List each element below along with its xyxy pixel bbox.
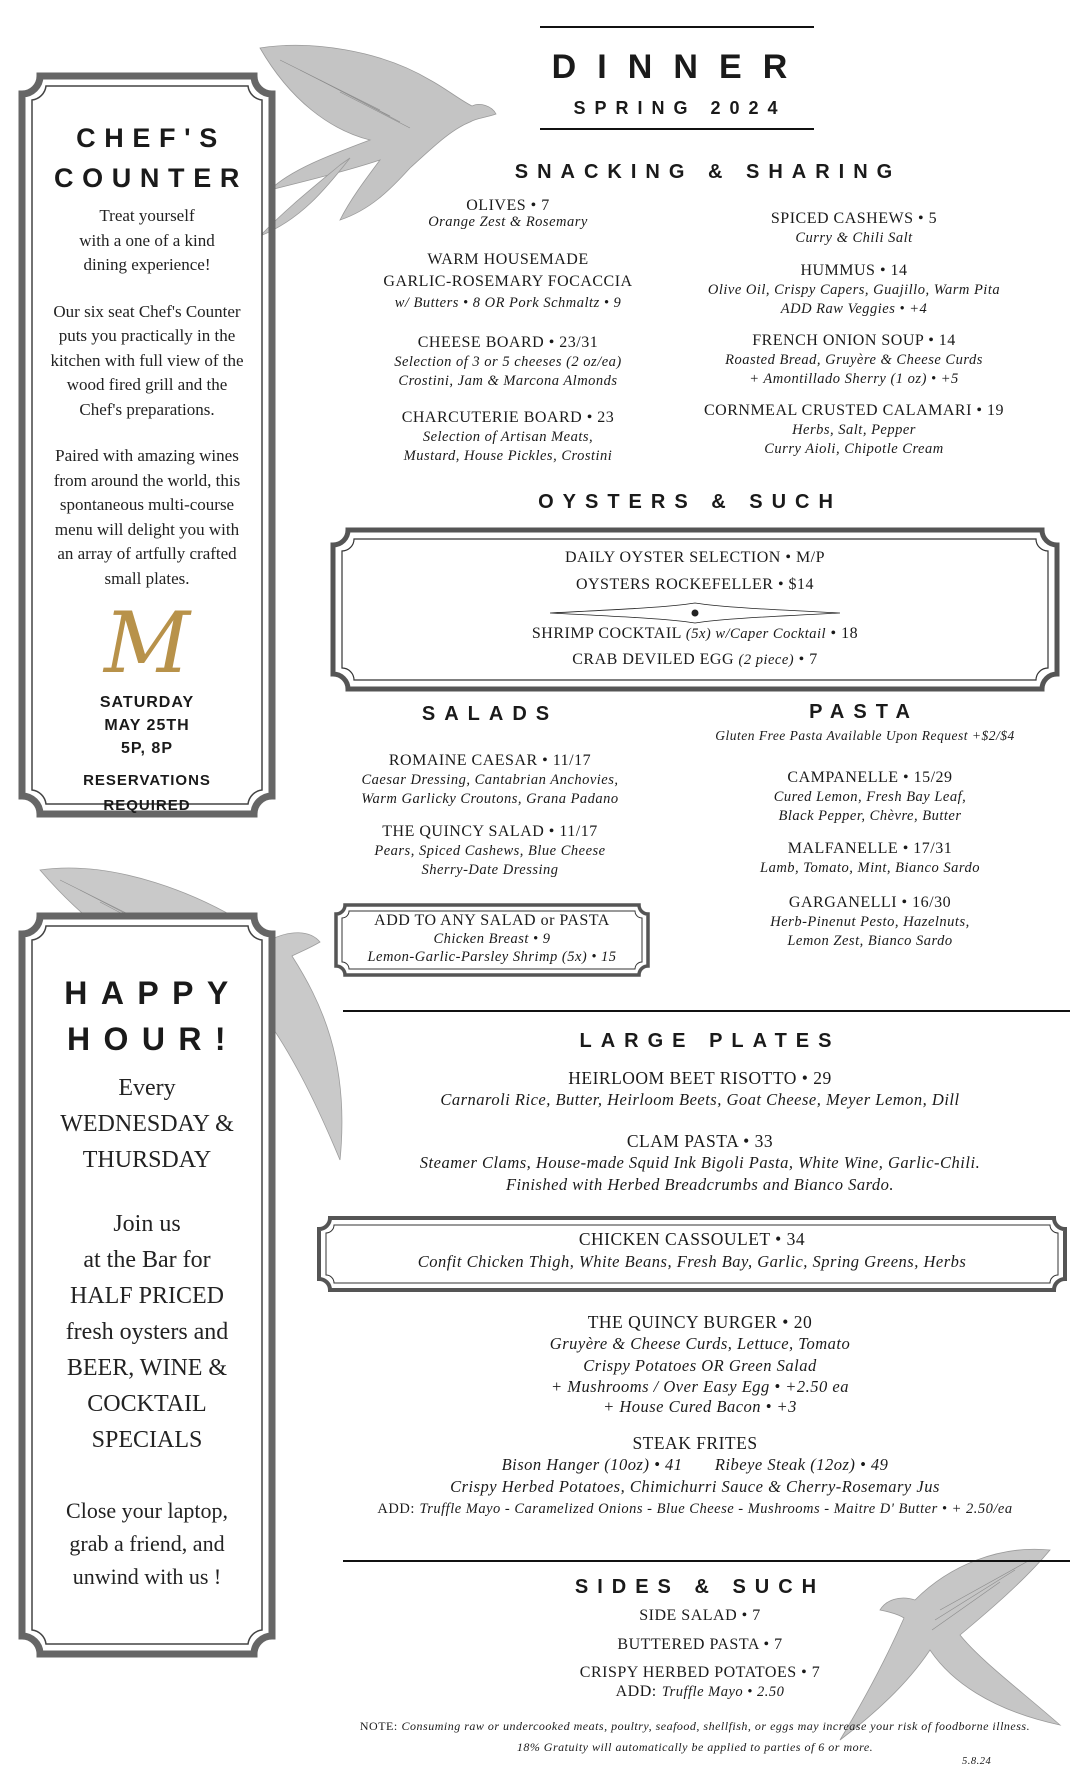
sides-addon: ADD: Truffle Mayo • 2.50	[615, 1683, 785, 1700]
happy-hour-panel	[36, 970, 258, 1593]
reservations-required: RESERVATIONS REQUIRED	[83, 772, 211, 814]
menu-item-oysters-rockefeller: OYSTERS ROCKEFELLER • $14	[575, 576, 815, 593]
footer-gratuity: 18% Gratuity will automatically be applied to parties of 6 or more.	[516, 1740, 874, 1754]
section-heading-snacking: SNACKING & SHARING	[514, 161, 902, 183]
header-bottom-rule	[540, 128, 814, 130]
happy-hour-offer: Join us at the Bar for HALF PRICED fresh oysters and BEER, WINE & COCKTAIL SPECIALS	[65, 1211, 229, 1453]
section-heading-sides: SIDES & SUCH	[574, 1576, 826, 1598]
section-heading-pasta: PASTA	[809, 701, 919, 723]
menu-item-garganelli: GARGANELLI • 16/30 Herb-Pinenut Pesto, Hazelnuts, Lemon Zest, Bianco Sardo	[770, 894, 970, 949]
happy-hour-title-line2: HOUR!	[66, 1021, 240, 1057]
addon-title: ADD TO ANY SALAD or PASTA	[374, 912, 610, 929]
page-title: DINNER	[551, 48, 809, 86]
menu-item-hummus: HUMMUS • 14 Olive Oil, Crispy Capers, Guajillo, Warm Pita ADD Raw Veggies • +4	[707, 262, 1001, 317]
menu-item-daily-oysters: DAILY OYSTER SELECTION • M/P	[564, 549, 826, 566]
menu-item-spiced-cashews: SPICED CASHEWS • 5 Curry & Chili Salt	[770, 210, 938, 246]
menu-item-side-salad: SIDE SALAD • 7	[639, 1607, 761, 1624]
section-heading-oysters: OYSTERS & SUCH	[538, 491, 842, 513]
menu-item-buttered-pasta: BUTTERED PASTA • 7	[617, 1636, 783, 1653]
chefs-counter-intro: Treat yourself with a one of a kind dining experience!	[79, 206, 215, 274]
menu-item-quincy-burger: THE QUINCY BURGER • 20 Gruyère & Cheese Curds, Lettuce, Tomato Crispy Potatoes OR Green Salad + Mushrooms / Over Easy Egg • +2.50 ea + House Cured Bacon • +3	[549, 1312, 851, 1416]
monogram-logo: M	[103, 594, 190, 692]
menu-item-olives: OLIVES • 7 Orange Zest & Rosemary	[428, 197, 588, 230]
addon-shrimp: Lemon-Garlic-Parsley Shrimp (5x) • 15	[367, 949, 617, 965]
menu-item-french-onion-soup: FRENCH ONION SOUP • 14 Roasted Bread, Gruyère & Cheese Curds + Amontillado Sherry (1 oz) • +5	[725, 332, 983, 387]
menu-item-steak-frites: STEAK FRITES Bison Hanger (10oz) • 41 Ribeye Steak (12oz) • 49 Crispy Herbed Potatoes, Chimichurri Sauce & Cherry-Rosemary Jus ADD: Truffle Mayo - Caramelized Onions - Blue Cheese - Mushrooms - Maitre D' Butter • + 2.50/ea	[377, 1433, 1013, 1517]
menu-item-focaccia: WARM HOUSEMADE GARLIC-ROSEMARY FOCACCIA w/ Butters • 8 OR Pork Schmaltz • 9	[383, 251, 633, 311]
pasta-list	[710, 768, 1030, 951]
snacking-left-column	[348, 196, 668, 466]
sides-list	[530, 1606, 870, 1702]
sides-rule	[343, 1560, 1070, 1562]
addon-chicken: Chicken Breast • 9	[433, 931, 551, 947]
large-plates-rule	[343, 1010, 1070, 1012]
menu-item-romaine-caesar: ROMAINE CAESAR • 11/17 Caesar Dressing, Cantabrian Anchovies, Warm Garlicky Croutons, Grana Padano	[361, 752, 619, 807]
menu-item-calamari: CORNMEAL CRUSTED CALAMARI • 19 Herbs, Salt, Pepper Curry Aioli, Chipotle Cream	[703, 402, 1005, 457]
chefs-counter-title: CHEF'S COUNTER	[54, 123, 248, 193]
menu-item-heirloom-risotto: HEIRLOOM BEET RISOTTO • 29 Carnaroli Rice, Butter, Heirloom Beets, Goat Cheese, Meyer Lemon, Dill	[440, 1068, 960, 1109]
happy-hour-title-line1: HAPPY	[64, 975, 242, 1011]
menu-item-malfanelle: MALFANELLE • 17/31 Lamb, Tomato, Mint, Bianco Sardo	[760, 840, 980, 876]
salads-list	[330, 751, 650, 880]
section-heading-salads: SALADS	[421, 703, 559, 725]
menu-item-campanelle: CAMPANELLE • 15/29 Cured Lemon, Fresh Bay Leaf, Black Pepper, Chèvre, Butter	[773, 769, 967, 824]
snacking-right-column	[694, 209, 1014, 459]
menu-item-crispy-potatoes: CRISPY HERBED POTATOES • 7	[579, 1664, 821, 1681]
menu-item-cheese-board: CHEESE BOARD • 23/31 Selection of 3 or 5 cheeses (2 oz/ea) Crostini, Jam & Marcona Almonds	[394, 334, 622, 389]
page-subtitle: SPRING 2024	[573, 98, 787, 118]
footer-note: NOTE: Consuming raw or undercooked meats, poultry, seafood, shellfish, or eggs may increase your risk of foodborne illness.	[359, 1719, 1031, 1733]
pasta-gluten-free-note: Gluten Free Pasta Available Upon Request +$2/$4	[715, 728, 1015, 743]
menu-item-chicken-cassoulet: CHICKEN CASSOULET • 34 Confit Chicken Thigh, White Beans, Fresh Bay, Garlic, Spring Greens, Herbs	[417, 1229, 967, 1271]
section-heading-large-plates: LARGE PLATES	[579, 1030, 841, 1052]
footer-date: 5.8.24	[962, 1756, 992, 1767]
menu-item-shrimp-cocktail: SHRIMP COCKTAIL (5x) w/Caper Cocktail • 18	[531, 625, 859, 642]
oysters-list	[340, 548, 1050, 670]
chefs-counter-wine-pairing: Paired with amazing wines from around the world, this spontaneous multi-course menu will delight you with an array of artfully crafted small plates.	[53, 446, 241, 588]
chefs-counter-panel	[36, 88, 258, 818]
menu-item-quincy-salad: THE QUINCY SALAD • 11/17 Pears, Spiced Cashews, Blue Cheese Sherry-Date Dressing	[374, 823, 606, 878]
menu-item-crab-deviled-egg: CRAB DEVILED EGG (2 piece) • 7	[572, 651, 818, 668]
happy-hour-days: Every WEDNESDAY & THURSDAY	[60, 1075, 234, 1173]
menu-item-charcuterie: CHARCUTERIE BOARD • 23 Selection of Artisan Meats, Mustard, House Pickles, Crostini	[401, 409, 615, 464]
chefs-counter-event: SATURDAY MAY 25TH 5P, 8P	[99, 694, 195, 757]
happy-hour-closing: Close your laptop, grab a friend, and unwind with us !	[66, 1498, 228, 1589]
chefs-counter-description: Our six seat Chef's Counter puts you practically in the kitchen with full view of the wood fired grill and the Chef's preparations.	[50, 301, 244, 419]
menu-item-clam-pasta: CLAM PASTA • 33 Steamer Clams, House-made Squid Ink Bigoli Pasta, White Wine, Garlic-Chili. Finished with Herbed Breadcrumbs and Bianco Sardo.	[419, 1131, 981, 1194]
salad-addon-box	[333, 912, 651, 966]
header-top-rule	[540, 26, 814, 28]
